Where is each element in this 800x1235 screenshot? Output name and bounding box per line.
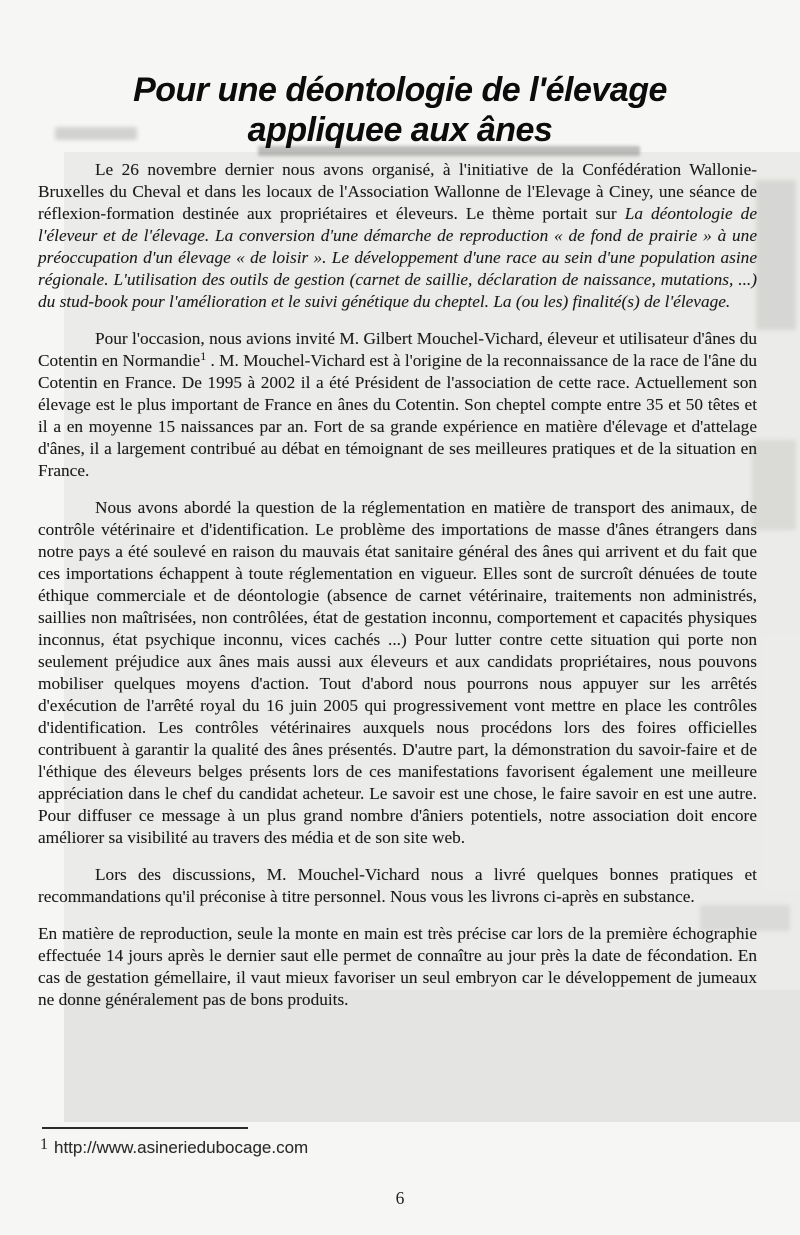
paragraph bbox=[38, 328, 757, 482]
text-segment: En matière de reproduction, seule la monte en main est très précise car lors de la première échographie effectuée 14 jours après le dernier saut elle permet de connaître au jour près la date de fécondation. En cas de gestation gémellaire, il vaut mieux favoriser un seul embryon car le développement de jumeaux ne donne généralement pas de bons produits. bbox=[38, 924, 757, 1009]
paragraph bbox=[38, 864, 757, 908]
title-line-1: Pour une déontologie de l'élevage bbox=[133, 71, 667, 109]
text-segment: Nous avons abordé la question de la réglementation en matière de transport des animaux, de contrôle vétérinaire et d'identification. Le problème des importations de masse d'ânes étrangers dans notre pays a été soulevé en raison du mauvais état sanitaire général des ânes qui arrivent et du fait que ces importations échappent à toute réglementation en vigueur. Elles sont de surcroît dénuées de toute éthique commerciale et de déontologie (absence de carnet vétérinaire, traitements non administrés, saillies non maîtrisées, non contrôlées, état de gestation inconnu, comportement et capacités physiques inconnus, état psychique inconnu, vices cachés ...) Pour lutter contre cette situation qui porte non seulement préjudice aux ânes mais aussi aux éleveurs et aux candidats propriétaires, nous pouvons mobiliser quelques moyens d'action. Tout d'abord nous pourrons nous appuyer sur les arrêtés d'exécution de l'arrêté royal du 16 juin 2005 qui progressivement vont mettre en place les contrôles d'identification. Les contrôles vétérinaires auxquels nous procédons lors des foires officielles contribuent à garantir la qualité des ânes présentés. D'autre part, la démonstration du savoir-faire et de l'éthique des éleveurs belges présents lors de ces manifestations favorisent également une meilleure appréciation dans le chef du candidat acheteur. Le savoir est une chose, le faire savoir en est une autre. Pour diffuser ce message à un plus grand nombre d'âniers potentiels, notre association doit encore améliorer sa visibilité au travers des média et de son site web. bbox=[38, 498, 757, 847]
title-line-2: appliquee aux ânes bbox=[247, 111, 553, 149]
text-segment: . M. Mouchel-Vichard est à l'origine de la reconnaissance de la race de l'âne du Cotentin en France. De 1995 à 2002 il a été Président de l'association de cette race. Actuellement son élevage est le plus important de France en ânes du Cotentin. Son cheptel compte entre 35 et 50 têtes et il a en moyenne 15 naissances par an. Fort de sa grande expérience en matière d'élevage et d'attelage d'ânes, il a largement contribué au débat en témoignant de ses meilleures pratiques et de la situation en France. bbox=[38, 351, 757, 480]
paragraph bbox=[38, 159, 757, 313]
page-number: 6 bbox=[395, 1188, 405, 1208]
footnote-marker: 1 bbox=[40, 1136, 48, 1153]
paragraph bbox=[38, 923, 757, 1011]
text-segment: Le 26 novembre dernier nous avons organisé, à l'initiative de la Confédération Wallonie-Bruxelles du Cheval et dans les locaux de l'Association Wallonne de l'Elevage à Ciney, une séance de réflexion-formation destinée aux propriétaires et éleveurs. Le thème portait sur bbox=[38, 160, 757, 223]
scan-bleedthrough-artifact bbox=[756, 180, 796, 330]
footnote-url: http://www.asineriedubocage.com bbox=[54, 1138, 309, 1157]
scan-bleedthrough-artifact bbox=[752, 440, 796, 530]
footnote-reference: 1 bbox=[200, 349, 207, 363]
footnote-divider bbox=[42, 1127, 248, 1129]
text-segment: Pour l'occasion, nous avions invité M. Gilbert Mouchel-Vichard, éleveur et utilisateur d'ânes du Cotentin en Normandie bbox=[38, 329, 757, 370]
document-title bbox=[0, 70, 800, 150]
footnote bbox=[40, 1136, 308, 1158]
document-body bbox=[38, 159, 757, 1026]
text-segment: La déontologie de l'éleveur et de l'élevage. La conversion d'une démarche de reproduction « de fond de prairie » à une préoccupation d'un élevage « de loisir ». Le développement d'une race au sein d'une population asine régionale. L'utilisation des outils de gestion (carnet de saillie, déclaration de naissance, mutations, ...) du stud-book pour l'amélioration et le suivi génétique du cheptel. La (ou les) finalité(s) de l'élevage. bbox=[38, 204, 757, 311]
text-segment: Lors des discussions, M. Mouchel-Vichard nous a livré quelques bonnes pratiques et recommandations qu'il préconise à titre personnel. Nous vous les livrons ci-après en substance. bbox=[38, 865, 757, 906]
paragraph bbox=[38, 497, 757, 849]
